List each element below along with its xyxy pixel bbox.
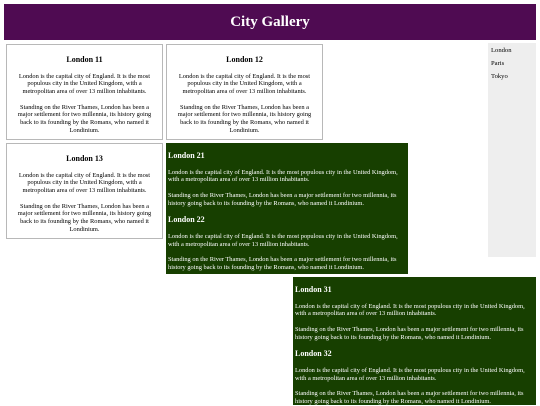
card-paragraph: London is the capital city of England. It is the most populous city in the United Kingdom, with a metropolitan area of over 13 million inhabitants. <box>178 72 311 95</box>
card-title: London 11 <box>66 55 103 64</box>
section-title: London 31 <box>295 285 332 294</box>
sidebar-item-london[interactable]: London <box>491 47 512 54</box>
section-title: London 32 <box>295 349 332 359</box>
section-paragraph: London is the capital city of England. It is the most populous city in the United Kingdom, with a metropolitan area of over 13 million inhabitants. <box>295 302 525 318</box>
city-section-london-3x <box>293 277 536 405</box>
section-paragraph: London is the capital city of England. It is the most populous city in the United Kingdom, with a metropolitan area of over 13 million inhabitants. <box>168 232 398 248</box>
city-card-london-12 <box>166 44 323 140</box>
page-header <box>4 4 536 40</box>
city-sidebar <box>488 43 536 257</box>
card-paragraph: London is the capital city of England. It is the most populous city in the United Kingdom, with a metropolitan area of over 13 million inhabitants. <box>18 171 151 194</box>
section-paragraph: Standing on the River Thames, London has been a major settlement for two millennia, its history going back to its founding by the Romans, who named it Londinium. <box>295 325 524 341</box>
sidebar-item-paris[interactable]: Paris <box>491 60 505 67</box>
card-paragraph: Standing on the River Thames, London has been a major settlement for two millennia, its history going back to its founding by the Romans, who named it Londinium. <box>17 202 152 233</box>
section-title: London 21 <box>168 151 205 160</box>
section-title: London 22 <box>168 215 205 225</box>
card-paragraph: London is the capital city of England. It is the most populous city in the United Kingdom, with a metropolitan area of over 13 million inhabitants. <box>18 72 151 95</box>
city-card-london-13 <box>6 143 163 239</box>
page-title: City Gallery <box>230 13 310 30</box>
card-paragraph: Standing on the River Thames, London has been a major settlement for two millennia, its history going back to its founding by the Romans, who named it Londinium. <box>177 103 312 134</box>
city-section-london-2x <box>166 143 408 274</box>
card-title: London 13 <box>66 154 103 163</box>
section-paragraph: London is the capital city of England. It is the most populous city in the United Kingdom, with a metropolitan area of over 13 million inhabitants. <box>295 366 525 382</box>
card-title: London 12 <box>226 55 263 64</box>
section-paragraph: London is the capital city of England. It is the most populous city in the United Kingdom, with a metropolitan area of over 13 million inhabitants. <box>168 168 398 184</box>
sidebar-item-tokyo[interactable]: Tokyo <box>491 73 508 80</box>
section-paragraph: Standing on the River Thames, London has been a major settlement for two millennia, its history going back to its founding by the Romans, who named it Londinium. <box>168 256 397 271</box>
city-card-london-11 <box>6 44 163 140</box>
section-paragraph: Standing on the River Thames, London has been a major settlement for two millennia, its history going back to its founding by the Romans, who named it Londinium. <box>168 191 397 207</box>
card-paragraph: Standing on the River Thames, London has been a major settlement for two millennia, its history going back to its founding by the Romans, who named it Londinium. <box>17 103 152 134</box>
section-paragraph: Standing on the River Thames, London has been a major settlement for two millennia, its history going back to its founding by the Romans, who named it Londinium. <box>295 390 524 405</box>
